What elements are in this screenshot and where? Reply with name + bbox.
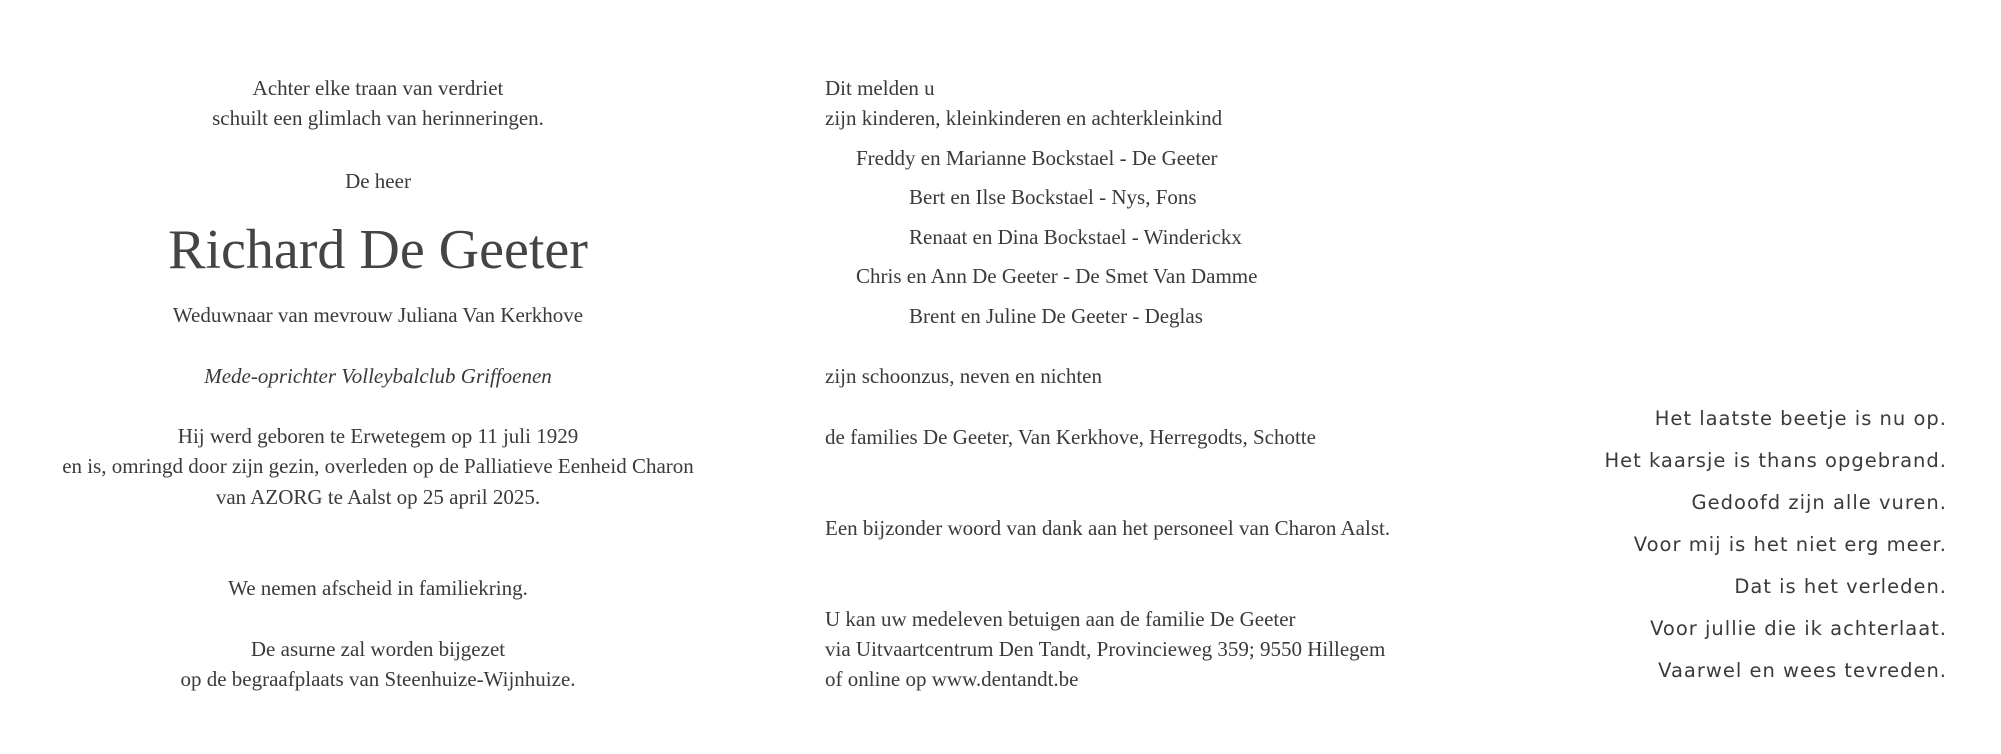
condolence-line-2: via Uitvaartcentrum Den Tandt, Provincieweg 359; 9550 Hillegem — [825, 637, 1386, 661]
poem-line: Dat is het verleden. — [1734, 575, 1947, 598]
death-line-1: en is, omringd door zijn gezin, overleden op de Palliatieve Eenheid Charon — [62, 454, 694, 478]
farewell-line: We nemen afscheid in familiekring. — [228, 576, 528, 600]
family-member: Renaat en Dina Bockstael - Winderickx — [909, 225, 1242, 249]
family-member: Freddy en Marianne Bockstael - De Geeter — [856, 146, 1218, 170]
family-member: Bert en Ilse Bockstael - Nys, Fons — [909, 185, 1197, 209]
urn-line-2: op de begraafplaats van Steenhuize-Wijnhuize. — [180, 667, 576, 691]
quote-line-1: Achter elke traan van verdriet — [252, 76, 504, 100]
relatives-line: zijn schoonzus, neven en nichten — [825, 364, 1102, 388]
poem-line: Voor jullie die ik achterlaat. — [1650, 617, 1947, 640]
poem-line: Het kaarsje is thans opgebrand. — [1604, 449, 1947, 472]
poem-line: Vaarwel en wees tevreden. — [1658, 659, 1947, 682]
poem-line: Gedoofd zijn alle vuren. — [1691, 491, 1947, 514]
intro-line-1: Dit melden u — [825, 76, 935, 100]
thanks-line: Een bijzonder woord van dank aan het personeel van Charon Aalst. — [825, 516, 1391, 540]
family-member: Brent en Juline De Geeter - Deglas — [909, 304, 1203, 328]
death-line-2: van AZORG te Aalst op 25 april 2025. — [215, 485, 541, 509]
spouse-line: Weduwnaar van mevrouw Juliana Van Kerkhove — [172, 303, 584, 327]
family-member: Chris en Ann De Geeter - De Smet Van Damme — [856, 264, 1258, 288]
condolence-line-3: of online op www.dentandt.be — [825, 667, 1079, 691]
poem-line: Voor mij is het niet erg meer. — [1633, 533, 1947, 556]
salutation: De heer — [345, 169, 411, 193]
urn-line-1: De asurne zal worden bijgezet — [250, 637, 506, 661]
poem-line: Het laatste beetje is nu op. — [1654, 407, 1947, 430]
intro-line-2: zijn kinderen, kleinkinderen en achterkleinkind — [825, 106, 1223, 130]
condolence-line-1: U kan uw medeleven betuigen aan de familie De Geeter — [825, 607, 1296, 631]
birth-line: Hij werd geboren te Erwetegem op 11 juli 1929 — [177, 424, 579, 448]
families-line: de families De Geeter, Van Kerkhove, Herregodts, Schotte — [825, 425, 1316, 449]
role-line: Mede-oprichter Volleybalclub Griffoenen — [204, 364, 552, 388]
quote-line-2: schuilt een glimlach van herinneringen. — [212, 106, 544, 130]
deceased-name: Richard De Geeter — [168, 219, 588, 281]
